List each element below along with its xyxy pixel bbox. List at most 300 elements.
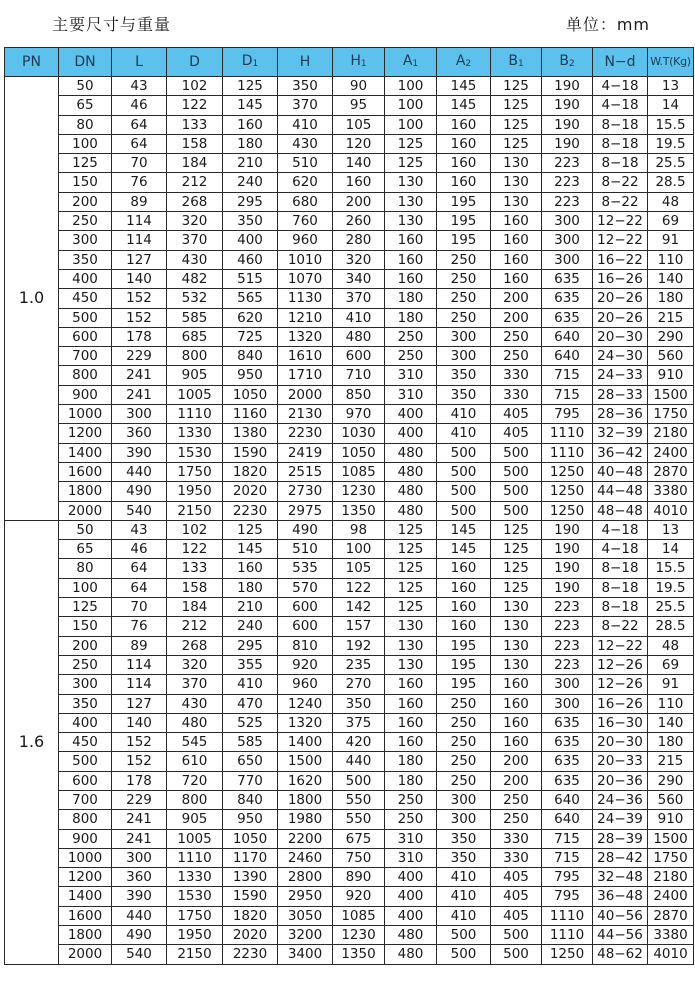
table-cell: 635 [542, 713, 593, 732]
table-cell: 36−48 [593, 887, 648, 906]
table-cell: 515 [223, 269, 278, 288]
table-cell: 532 [167, 289, 223, 308]
table-cell: 1230 [333, 482, 385, 501]
table-cell: 430 [167, 250, 223, 269]
table-cell: 390 [112, 443, 167, 462]
table-cell: 223 [542, 636, 593, 655]
pn-cell: 1.6 [5, 520, 59, 964]
table-cell: 310 [385, 385, 437, 404]
table-header [5, 48, 694, 77]
table-cell: 300 [59, 231, 112, 250]
table-cell: 145 [437, 77, 491, 96]
table-cell: 410 [278, 115, 333, 134]
table-cell: 160 [437, 617, 491, 636]
table-cell: 200 [491, 289, 542, 308]
table-cell: 195 [437, 636, 491, 655]
table-cell: 1820 [223, 906, 278, 925]
table-row [5, 617, 694, 636]
table-cell: 300 [112, 405, 167, 424]
table-cell: 2180 [648, 424, 694, 443]
table-cell: 1750 [167, 906, 223, 925]
table-cell: 500 [437, 926, 491, 945]
table-cell: 125 [491, 115, 542, 134]
table-cell: 390 [112, 887, 167, 906]
column-header [542, 48, 593, 77]
table-row [5, 675, 694, 694]
table-cell: 15.5 [648, 115, 694, 134]
table-cell: 32−48 [593, 868, 648, 887]
table-cell: 133 [167, 115, 223, 134]
table-cell: 210 [223, 598, 278, 617]
table-cell: 570 [278, 578, 333, 597]
table-cell: 69 [648, 212, 694, 231]
table-cell: 640 [542, 790, 593, 809]
table-cell: 1500 [278, 752, 333, 771]
table-cell: 250 [437, 289, 491, 308]
table-cell: 12−26 [593, 655, 648, 674]
table-cell: 1600 [59, 462, 112, 481]
table-cell: 212 [167, 617, 223, 636]
table-row [5, 250, 694, 269]
table-row [5, 482, 694, 501]
table-cell: 320 [167, 655, 223, 674]
table-cell: 405 [491, 906, 542, 925]
table-row [5, 173, 694, 192]
table-cell: 250 [59, 655, 112, 674]
table-cell: 600 [278, 617, 333, 636]
column-header [333, 48, 385, 77]
table-cell: 840 [223, 790, 278, 809]
table-cell: 1030 [333, 424, 385, 443]
table-row [5, 559, 694, 578]
table-cell: 12−22 [593, 636, 648, 655]
table-cell: 2180 [648, 868, 694, 887]
table-cell: 2230 [278, 424, 333, 443]
table-cell: 410 [437, 405, 491, 424]
table-cell: 140 [333, 154, 385, 173]
table-cell: 229 [112, 347, 167, 366]
table-cell: 250 [385, 790, 437, 809]
table-cell: 2000 [59, 501, 112, 520]
table-cell: 80 [59, 559, 112, 578]
table-cell: 960 [278, 231, 333, 250]
table-cell: 1005 [167, 385, 223, 404]
table-cell: 2000 [278, 385, 333, 404]
table-cell: 95 [333, 96, 385, 115]
table-cell: 1240 [278, 694, 333, 713]
column-header-subscript: 2 [568, 59, 575, 69]
table-cell: 250 [437, 733, 491, 752]
table-cell: 410 [437, 424, 491, 443]
table-cell: 725 [223, 327, 278, 346]
table-cell: 90 [333, 77, 385, 96]
table-cell: 160 [437, 578, 491, 597]
table-cell: 125 [491, 134, 542, 153]
table-cell: 370 [167, 675, 223, 694]
table-cell: 710 [333, 366, 385, 385]
table-cell: 142 [333, 598, 385, 617]
table-cell: 195 [437, 192, 491, 211]
table-cell: 700 [59, 790, 112, 809]
table-cell: 125 [491, 77, 542, 96]
table-cell: 160 [491, 231, 542, 250]
table-cell: 500 [437, 462, 491, 481]
table-cell: 28−36 [593, 405, 648, 424]
table-cell: 500 [59, 308, 112, 327]
table-cell: 350 [59, 250, 112, 269]
table-cell: 223 [542, 192, 593, 211]
table-cell: 40−56 [593, 906, 648, 925]
table-cell: 200 [491, 308, 542, 327]
table-cell: 1750 [648, 848, 694, 867]
table-cell: 685 [167, 327, 223, 346]
table-cell: 250 [385, 347, 437, 366]
table-cell: 114 [112, 212, 167, 231]
table-cell: 130 [491, 192, 542, 211]
table-cell: 48 [648, 192, 694, 211]
table-cell: 19.5 [648, 134, 694, 153]
table-cell: 2020 [223, 926, 278, 945]
column-header-subscript: 2 [465, 59, 472, 69]
table-cell: 20−26 [593, 308, 648, 327]
table-cell: 50 [59, 77, 112, 96]
table-cell: 223 [542, 154, 593, 173]
table-cell: 2020 [223, 482, 278, 501]
table-cell: 125 [385, 578, 437, 597]
table-row [5, 231, 694, 250]
table-cell: 152 [112, 752, 167, 771]
table-cell: 290 [648, 771, 694, 790]
table-cell: 145 [223, 540, 278, 559]
table-cell: 160 [437, 154, 491, 173]
table-cell: 585 [223, 733, 278, 752]
table-cell: 160 [491, 675, 542, 694]
column-header-label: D [189, 54, 200, 70]
table-cell: 28−33 [593, 385, 648, 404]
table-row [5, 578, 694, 597]
table-cell: 410 [437, 887, 491, 906]
table-cell: 635 [542, 289, 593, 308]
column-header [593, 48, 648, 77]
table-cell: 310 [385, 366, 437, 385]
table-cell: 241 [112, 829, 167, 848]
table-cell: 114 [112, 231, 167, 250]
table-cell: 180 [648, 733, 694, 752]
table-row [5, 713, 694, 732]
pn-cell: 1.0 [5, 77, 59, 521]
table-cell: 130 [491, 636, 542, 655]
table-cell: 1620 [278, 771, 333, 790]
table-cell: 300 [437, 790, 491, 809]
table-cell: 540 [112, 945, 167, 964]
table-cell: 635 [542, 752, 593, 771]
table-cell: 610 [167, 752, 223, 771]
table-cell: 223 [542, 617, 593, 636]
table-cell: 500 [491, 482, 542, 501]
table-cell: 3400 [278, 945, 333, 964]
table-cell: 330 [491, 366, 542, 385]
table-cell: 270 [333, 675, 385, 694]
table-cell: 2419 [278, 443, 333, 462]
table-cell: 480 [385, 462, 437, 481]
table-cell: 450 [59, 289, 112, 308]
table-cell: 140 [648, 269, 694, 288]
table-cell: 450 [59, 733, 112, 752]
table-cell: 268 [167, 192, 223, 211]
table-cell: 105 [333, 559, 385, 578]
table-row [5, 829, 694, 848]
table-cell: 370 [278, 96, 333, 115]
table-cell: 1160 [223, 405, 278, 424]
table-cell: 2400 [648, 443, 694, 462]
table-cell: 400 [385, 887, 437, 906]
table-cell: 160 [385, 694, 437, 713]
table-cell: 300 [542, 675, 593, 694]
table-cell: 14 [648, 96, 694, 115]
table-cell: 215 [648, 308, 694, 327]
table-cell: 36−42 [593, 443, 648, 462]
table-cell: 20−33 [593, 752, 648, 771]
column-header [491, 48, 542, 77]
table-cell: 110 [648, 250, 694, 269]
table-cell: 1590 [223, 887, 278, 906]
table-cell: 540 [112, 501, 167, 520]
table-cell: 24−30 [593, 347, 648, 366]
table-cell: 890 [333, 868, 385, 887]
table-cell: 250 [491, 810, 542, 829]
column-header-label: H [299, 54, 311, 70]
table-cell: 3380 [648, 926, 694, 945]
table-cell: 157 [333, 617, 385, 636]
table-cell: 490 [112, 926, 167, 945]
table-row [5, 926, 694, 945]
table-cell: 320 [167, 212, 223, 231]
table-cell: 133 [167, 559, 223, 578]
table-cell: 770 [223, 771, 278, 790]
table-cell: 970 [333, 405, 385, 424]
table-cell: 13 [648, 520, 694, 539]
table-cell: 405 [491, 405, 542, 424]
table-cell: 130 [385, 636, 437, 655]
table-cell: 32−39 [593, 424, 648, 443]
table-cell: 91 [648, 675, 694, 694]
table-cell: 1250 [542, 501, 593, 520]
table-cell: 130 [491, 617, 542, 636]
table-cell: 250 [59, 212, 112, 231]
table-cell: 675 [333, 829, 385, 848]
table-cell: 180 [223, 578, 278, 597]
table-cell: 28.5 [648, 617, 694, 636]
table-cell: 440 [112, 906, 167, 925]
table-cell: 320 [333, 250, 385, 269]
table-cell: 16−22 [593, 250, 648, 269]
table-cell: 350 [333, 694, 385, 713]
table-cell: 40−48 [593, 462, 648, 481]
table-cell: 620 [223, 308, 278, 327]
table-cell: 8−18 [593, 578, 648, 597]
table-cell: 620 [278, 173, 333, 192]
table-cell: 1170 [223, 848, 278, 867]
table-cell: 480 [385, 443, 437, 462]
column-header [5, 48, 59, 77]
table-cell: 28−39 [593, 829, 648, 848]
table-cell: 43 [112, 520, 167, 539]
table-cell: 48 [648, 636, 694, 655]
table-row [5, 655, 694, 674]
table-cell: 192 [333, 636, 385, 655]
table-cell: 190 [542, 77, 593, 96]
table-row [5, 347, 694, 366]
column-header-label: DN [74, 54, 96, 70]
table-cell: 25.5 [648, 598, 694, 617]
table-cell: 350 [278, 77, 333, 96]
table-cell: 840 [223, 347, 278, 366]
table-cell: 905 [167, 810, 223, 829]
table-cell: 350 [437, 366, 491, 385]
table-cell: 405 [491, 887, 542, 906]
table-cell: 3050 [278, 906, 333, 925]
table-cell: 2730 [278, 482, 333, 501]
table-cell: 160 [333, 173, 385, 192]
table-cell: 470 [223, 694, 278, 713]
table-cell: 550 [333, 810, 385, 829]
table-cell: 145 [223, 96, 278, 115]
table-cell: 350 [59, 694, 112, 713]
table-cell: 48−48 [593, 501, 648, 520]
table-cell: 180 [223, 134, 278, 153]
table-cell: 125 [491, 578, 542, 597]
table-cell: 500 [491, 501, 542, 520]
table-cell: 125 [491, 559, 542, 578]
table-cell: 125 [385, 520, 437, 539]
table-cell: 2230 [223, 945, 278, 964]
table-cell: 102 [167, 520, 223, 539]
table-cell: 350 [223, 212, 278, 231]
table-cell: 70 [112, 154, 167, 173]
table-row [5, 115, 694, 134]
table-cell: 600 [59, 771, 112, 790]
table-cell: 300 [542, 694, 593, 713]
table-cell: 1350 [333, 945, 385, 964]
table-cell: 1070 [278, 269, 333, 288]
table-row [5, 694, 694, 713]
table-cell: 300 [542, 250, 593, 269]
table-cell: 130 [491, 598, 542, 617]
table-cell: 125 [385, 154, 437, 173]
column-header [112, 48, 167, 77]
table-cell: 91 [648, 231, 694, 250]
table-cell: 910 [648, 366, 694, 385]
column-header [59, 48, 112, 77]
table-cell: 420 [333, 733, 385, 752]
table-cell: 1400 [59, 443, 112, 462]
table-cell: 480 [385, 926, 437, 945]
table-cell: 500 [491, 926, 542, 945]
table-cell: 65 [59, 540, 112, 559]
table-cell: 1500 [648, 385, 694, 404]
table-cell: 145 [437, 540, 491, 559]
table-cell: 680 [278, 192, 333, 211]
table-cell: 160 [491, 733, 542, 752]
table-cell: 64 [112, 115, 167, 134]
table-row [5, 771, 694, 790]
table-cell: 16−26 [593, 269, 648, 288]
table-cell: 24−39 [593, 810, 648, 829]
table-cell: 2975 [278, 501, 333, 520]
table-cell: 114 [112, 655, 167, 674]
table-cell: 8−18 [593, 115, 648, 134]
table-cell: 210 [223, 154, 278, 173]
table-cell: 1010 [278, 250, 333, 269]
table-cell: 400 [385, 868, 437, 887]
table-cell: 440 [112, 462, 167, 481]
table-cell: 350 [437, 829, 491, 848]
table-cell: 1320 [278, 327, 333, 346]
table-cell: 1380 [223, 424, 278, 443]
table-cell: 2950 [278, 887, 333, 906]
table-cell: 500 [59, 752, 112, 771]
table-cell: 490 [112, 482, 167, 501]
table-cell: 64 [112, 578, 167, 597]
table-cell: 400 [59, 713, 112, 732]
table-cell: 140 [112, 269, 167, 288]
table-cell: 500 [437, 945, 491, 964]
column-header [648, 48, 694, 77]
table-cell: 370 [333, 289, 385, 308]
table-cell: 69 [648, 655, 694, 674]
table-cell: 130 [491, 655, 542, 674]
table-cell: 160 [385, 250, 437, 269]
table-cell: 900 [59, 385, 112, 404]
table-cell: 130 [385, 192, 437, 211]
table-cell: 430 [167, 694, 223, 713]
table-cell: 960 [278, 675, 333, 694]
table-cell: 800 [167, 790, 223, 809]
table-row [5, 598, 694, 617]
table-row [5, 308, 694, 327]
table-cell: 482 [167, 269, 223, 288]
table-cell: 2460 [278, 848, 333, 867]
table-cell: 190 [542, 520, 593, 539]
header-row [5, 48, 694, 77]
table-row [5, 501, 694, 520]
table-cell: 1250 [542, 482, 593, 501]
table-cell: 3380 [648, 482, 694, 501]
table-cell: 650 [223, 752, 278, 771]
table-cell: 300 [437, 347, 491, 366]
table-cell: 1750 [167, 462, 223, 481]
column-header-label: W.T(Kg) [650, 55, 691, 68]
table-cell: 260 [333, 212, 385, 231]
table-cell: 510 [278, 540, 333, 559]
table-cell: 565 [223, 289, 278, 308]
table-cell: 635 [542, 308, 593, 327]
table-cell: 1050 [333, 443, 385, 462]
table-cell: 70 [112, 598, 167, 617]
table-cell: 4−18 [593, 96, 648, 115]
table-row [5, 540, 694, 559]
table-cell: 190 [542, 134, 593, 153]
table-cell: 400 [59, 269, 112, 288]
table-cell: 430 [278, 134, 333, 153]
table-cell: 20−36 [593, 771, 648, 790]
table-cell: 100 [59, 578, 112, 597]
table-cell: 250 [491, 790, 542, 809]
column-header-label: H [350, 53, 361, 69]
table-cell: 1000 [59, 405, 112, 424]
table-cell: 122 [167, 96, 223, 115]
table-cell: 2870 [648, 906, 694, 925]
